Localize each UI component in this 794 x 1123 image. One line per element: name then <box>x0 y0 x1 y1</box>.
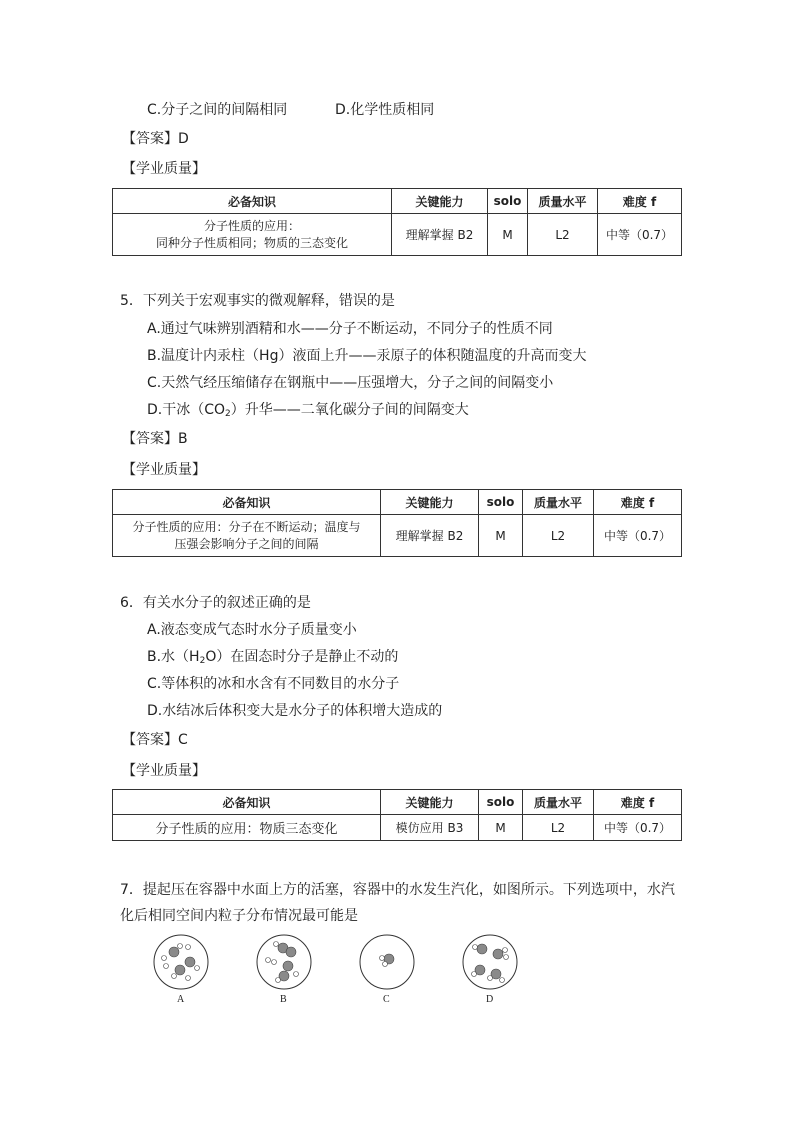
q6-answer: 【答案】C <box>122 732 188 748</box>
knowledge-cell <box>113 214 392 256</box>
solo-cell: M <box>479 815 523 841</box>
q6-stem: 6．有关水分子的叙述正确的是 <box>120 595 311 611</box>
knowledge-cell <box>113 515 381 557</box>
figure-label-d: D <box>486 994 494 1005</box>
table-header: 必备知识 <box>113 490 381 515</box>
table-header: 关键能力 <box>392 189 488 214</box>
q6-option-b-post: O）在固态时分子是静止不动的 <box>205 649 399 665</box>
q7-particle-figure <box>150 930 530 1010</box>
level-cell: L2 <box>528 214 598 256</box>
q6-option-b-pre: B.水（H <box>147 649 200 665</box>
ability-cell: 理解掌握 B2 <box>392 214 488 256</box>
q6-quality-table <box>112 789 682 841</box>
table-header: 关键能力 <box>381 490 479 515</box>
table-header: 必备知识 <box>113 790 381 815</box>
figure-option-b <box>257 935 311 1005</box>
q4-quality-label: 【学业质量】 <box>122 161 206 177</box>
q5-quality-label: 【学业质量】 <box>122 462 206 478</box>
q6-quality-label: 【学业质量】 <box>122 763 206 779</box>
q5-option-a: A.通过气味辨别酒精和水——分子不断运动，不同分子的性质不同 <box>147 321 553 337</box>
q4-quality-table <box>112 188 682 256</box>
q7-stem-line2: 化后相同空间内粒子分布情况最可能是 <box>120 908 358 924</box>
table-header: 质量水平 <box>523 790 594 815</box>
knowledge-line: 同种分子性质相同；物质的三态变化 <box>155 235 348 250</box>
table-header: 难度 f <box>594 490 682 515</box>
table-header: solo <box>479 790 523 815</box>
q6-option-a: A.液态变成气态时水分子质量变小 <box>147 622 357 638</box>
q4-option-d: D.化学性质相同 <box>335 102 435 118</box>
level-cell: L2 <box>523 815 594 841</box>
q4-answer: 【答案】D <box>122 131 189 147</box>
difficulty-cell: 中等（0.7） <box>598 214 682 256</box>
figure-label-c: C <box>383 994 390 1005</box>
table-header: 难度 f <box>594 790 682 815</box>
q5-option-d-pre: D.干冰（CO <box>147 402 226 418</box>
level-cell: L2 <box>523 515 594 557</box>
solo-cell: M <box>479 515 523 557</box>
table-header: 关键能力 <box>381 790 479 815</box>
figure-option-a <box>154 935 208 1005</box>
figure-option-c <box>360 935 414 1005</box>
knowledge-line: 压强会影响分子之间的间隔 <box>174 536 319 551</box>
table-header: solo <box>488 189 528 214</box>
figure-label-b: B <box>280 994 287 1005</box>
ability-cell: 模仿应用 B3 <box>381 815 479 841</box>
difficulty-cell: 中等（0.7） <box>594 515 682 557</box>
knowledge-line: 分子性质的应用： <box>203 218 300 233</box>
difficulty-cell: 中等（0.7） <box>594 815 682 841</box>
q5-option-d-post: ）升华——二氧化碳分子间的间隔变大 <box>230 402 469 418</box>
q5-stem: 5．下列关于宏观事实的微观解释，错误的是 <box>120 293 395 309</box>
ability-cell: 理解掌握 B2 <box>381 515 479 557</box>
q5-answer: 【答案】B <box>122 431 188 447</box>
q6-option-c: C.等体积的冰和水含有不同数目的水分子 <box>147 676 400 692</box>
table-header: 必备知识 <box>113 189 392 214</box>
q5-quality-table <box>112 489 682 557</box>
q6-option-b <box>147 648 398 670</box>
figure-option-d <box>463 935 517 1005</box>
knowledge-line: 分子性质的应用：分子在不断运动；温度与 <box>132 519 361 534</box>
q5-option-d-sub: 2 <box>225 409 231 419</box>
figure-label-a: A <box>177 994 185 1005</box>
q4-option-c: C.分子之间的间隔相同 <box>147 102 288 118</box>
knowledge-cell: 分子性质的应用：物质三态变化 <box>113 815 381 841</box>
q5-option-c: C.天然气经压缩储存在钢瓶中——压强增大，分子之间的间隔变小 <box>147 375 554 391</box>
q6-option-b-sub: 2 <box>199 656 206 666</box>
q5-option-b: B.温度计内汞柱（Hg）液面上升——汞原子的体积随温度的升高而变大 <box>147 348 587 364</box>
q7-stem-line1: 7．提起压在容器中水面上方的活塞，容器中的水发生汽化，如图所示。下列选项中，水汽 <box>120 882 675 898</box>
table-header: 质量水平 <box>523 490 594 515</box>
q6-option-d: D.水结冰后体积变大是水分子的体积增大造成的 <box>147 703 443 719</box>
table-header: solo <box>479 490 523 515</box>
table-header: 质量水平 <box>528 189 598 214</box>
table-header: 难度 f <box>598 189 682 214</box>
solo-cell: M <box>488 214 528 256</box>
q5-option-d <box>147 401 469 423</box>
